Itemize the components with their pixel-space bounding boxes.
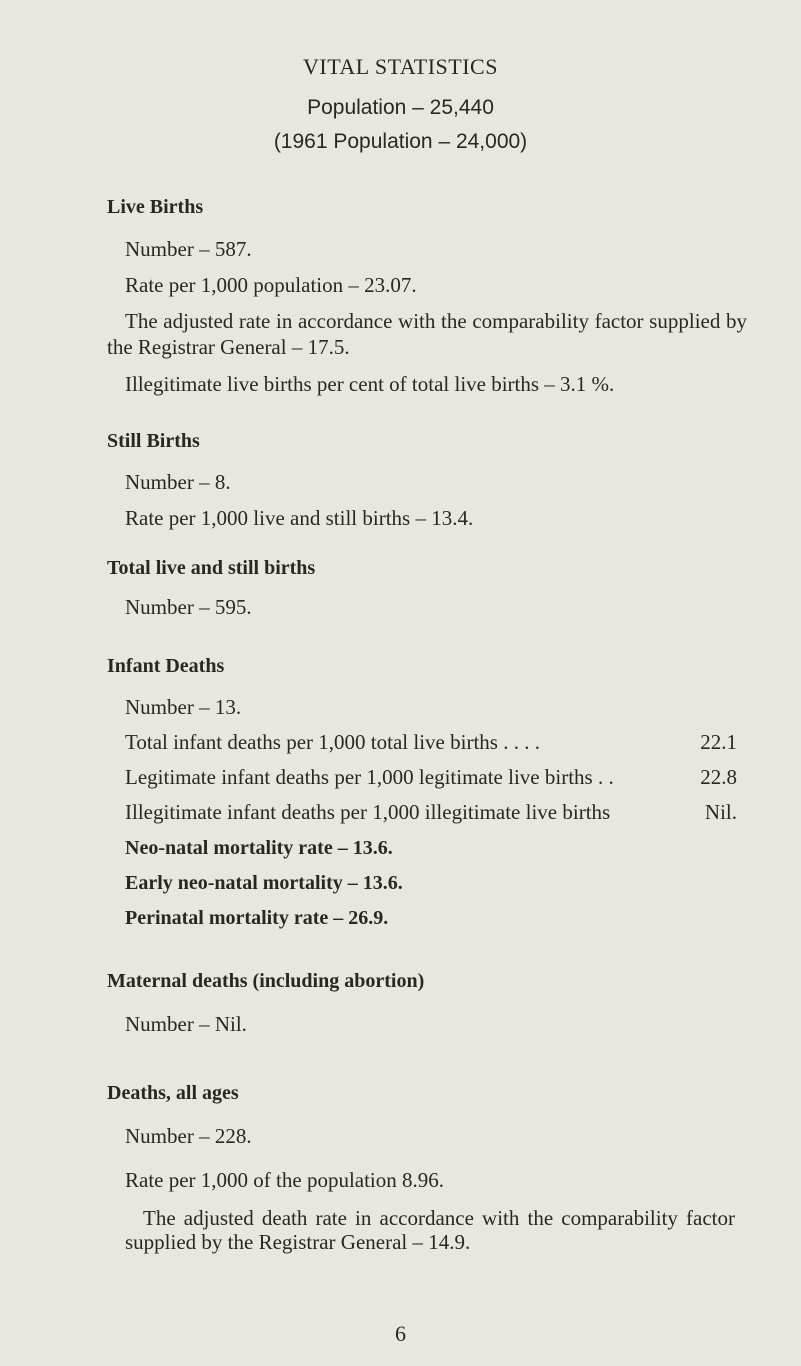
page-title: VITAL STATISTICS [303, 54, 498, 79]
still-births-heading: Still Births [107, 430, 200, 452]
early-neo-natal-mortality: Early neo-natal mortality – 13.6. [125, 872, 403, 894]
infant-deaths-number: Number – 13. [125, 695, 242, 719]
perinatal-mortality: Perinatal mortality rate – 26.9. [125, 907, 389, 929]
infant-deaths-row-value: Nil. [704, 800, 737, 824]
live-births-adjusted: The adjusted rate in accordance with the comparability factor supplied by the Registrar General – 17.5. [107, 309, 747, 359]
page-number: 6 [395, 1321, 406, 1346]
live-births-heading: Live Births [107, 196, 204, 218]
live-births-illegitimate: Illegitimate live births per cent of total live births – 3.1 %. [125, 372, 615, 396]
deaths-rate: Rate per 1,000 of the population 8.96. [125, 1168, 445, 1192]
infant-deaths-row-value: 22.8 [700, 765, 737, 789]
still-births-rate: Rate per 1,000 live and still births – 13.4. [125, 506, 474, 530]
maternal-deaths-number: Number – Nil. [125, 1012, 247, 1036]
maternal-deaths-heading: Maternal deaths (including abortion) [107, 970, 425, 992]
infant-deaths-row-label: Illegitimate infant deaths per 1,000 illegitimate live births [125, 800, 611, 824]
population-line: Population – 25,440 [307, 96, 494, 119]
neo-natal-mortality: Neo-natal mortality rate – 13.6. [125, 837, 393, 859]
infant-deaths-row-label: Legitimate infant deaths per 1,000 legitimate live births . . [125, 765, 614, 789]
live-births-rate: Rate per 1,000 population – 23.07. [125, 273, 417, 297]
infant-deaths-row-label: Total infant deaths per 1,000 total live births . . . . [125, 730, 540, 754]
infant-deaths-heading: Infant Deaths [107, 655, 225, 677]
total-births-number: Number – 595. [125, 595, 252, 619]
deaths-adjusted: The adjusted death rate in accordance with the comparability factor supplied by the Registrar General – 14.9. [125, 1206, 735, 1254]
population-1961-line: (1961 Population – 24,000) [273, 130, 528, 153]
deaths-number: Number – 228. [125, 1124, 252, 1148]
deaths-all-ages-heading: Deaths, all ages [107, 1082, 239, 1104]
still-births-number: Number – 8. [125, 470, 231, 494]
total-births-heading: Total live and still births [107, 557, 316, 579]
live-births-number: Number – 587. [125, 237, 252, 261]
infant-deaths-row-value: 22.1 [700, 730, 737, 754]
